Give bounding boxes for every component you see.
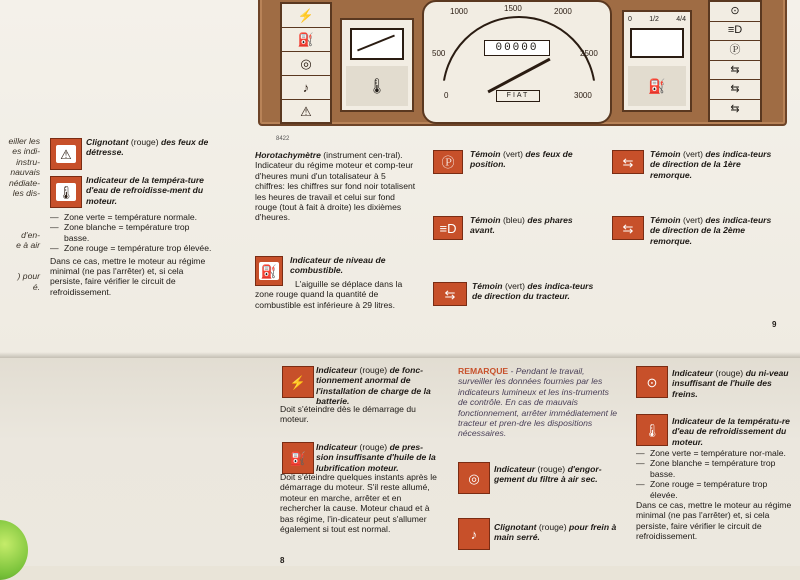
parking-light-icon: Ⓟ [710,41,760,61]
entry-title: Indicateur de la températu-re d'eau de refroidissement du moteur. [672,416,790,447]
entry-title-rest: de pres-sion insuffisante d'huile de la lubrification moteur. [316,442,436,473]
entry-title-rest: pour frein à main serré. [494,522,617,543]
entry-title-rest: du ni-veau insuffisant de l'huile des freins. [672,368,789,399]
entry-note: (instrument cen-tral). [323,150,403,160]
edge-fragment: d'en- [21,229,40,240]
fuel-title [290,255,418,276]
fuel-gauge-band [630,28,684,58]
entry-note: (rouge) [130,137,159,147]
edge-fragment [0,261,40,271]
list-dash: — [636,458,645,469]
remarque-note [458,366,618,439]
edge-fragment: instru- [16,156,40,167]
entry-note: (rouge) [359,365,388,375]
previous-page-edge-text [0,136,40,292]
tractor-direction-entry [472,281,598,302]
trailer2-icon-box [612,216,644,240]
left-warning-lamp-panel [280,2,332,124]
entry-body: Doit s'éteindre dès le démarrage du moteur. [280,404,416,425]
tacho-scale-label: 2000 [554,7,572,16]
headlight-icon-box [433,216,463,240]
water-temp-title [86,175,212,206]
entry-note: (vert) [504,281,526,291]
brake-fluid-icon: ⊙ [710,2,760,22]
remarque-body: - Pendant le travail, surveiller les données fournies par les indicateurs lumineux et les ins-truments de contrôle. En cas de mauvais fonctionnement, arrêter immédiatement le tracteur et pren-dre les dispositions nécessaires. [458,366,618,439]
fuel-scale-label: 1/2 [649,16,659,23]
manual-page-8 [0,358,800,566]
handbrake-entry [494,522,618,543]
entry-title: Clignotant [494,522,537,532]
list-dash: — [50,243,59,254]
battery-entry-title [316,365,440,407]
entry-title: Témoin [650,215,681,225]
temperature-icon-box [50,176,82,208]
temperature-icon-box [636,414,668,446]
entry-title: Clignotant [86,137,129,147]
entry-title: Indicateur de niveau de combustible. [290,255,386,276]
tacho-scale-label: 0 [444,91,449,100]
air-filter-entry [494,464,618,485]
tacho-scale-label: 500 [432,49,446,58]
entry-note: (rouge) [359,442,388,452]
edge-fragment: e à air [16,240,40,251]
entry-title-rest: des indica-teurs de direction de la 2ème remorque. [650,215,772,246]
trailer-direction-icon: ⇆ [622,154,634,170]
horotacho-entry [255,150,418,223]
oil-entry-title [316,442,440,473]
entry-body: L'aiguille se déplace dans la zone rouge quand la quantité de combustible est inférieure à 29 litres. [255,279,403,310]
parking-light-icon: Ⓟ [441,154,455,170]
headlight-icon: ≡D [710,22,760,42]
list-item [636,479,796,500]
fuel-scale-label: 0 [628,16,632,23]
tractor-direction-icon: ⇆ [710,61,760,81]
edge-fragment: es indi- [12,146,40,157]
fuel-pump-icon: ⛽ [628,66,686,106]
thermometer-icon: 🌡 [57,184,75,200]
list-item-text: Zone rouge = température trop élevée. [64,243,212,254]
entry-title-rest: des feux de détresse. [86,137,209,158]
entry-title: Indicateur [316,442,358,452]
handbrake-icon: ♪ [470,526,478,542]
list-item [636,448,796,458]
trailer-direction-icon: ⇆ [710,80,760,100]
fuel-gauge [622,10,692,112]
entry-title-rest: des indica-teurs de direction du tracteur. [472,281,594,302]
position-light-icon-box [433,150,463,174]
fuel-scale-label: 4/4 [676,16,686,23]
list-dash: — [50,212,59,222]
remarque-label: REMARQUE [458,366,509,376]
entry-note: (vert) [682,149,704,159]
trailer1-icon-box [612,150,644,174]
right-warning-lamp-panel [708,0,762,122]
handbrake-icon-box [458,518,490,550]
hazard-icon-box [50,138,82,170]
thermometer-icon: 🌡 [346,66,408,106]
air-filter-icon-box [458,462,490,494]
headlight-icon: ≡D [439,220,457,236]
oil-entry-body [280,472,440,534]
entry-note: (rouge) [538,522,567,532]
brake-fluid-entry [672,368,796,399]
entry-note: (rouge) [537,464,566,474]
water-temp-title [672,416,796,447]
battery-charge-icon: ⚡ [289,374,307,390]
headlight-entry [470,215,598,236]
water-temp-body [636,448,796,542]
oil-icon-box [282,442,314,474]
entry-note: (bleu) [502,215,525,225]
oil-pressure-icon: ⛽ [282,28,330,52]
position-lights-entry [470,149,598,170]
oil-pressure-icon: ⛽ [289,450,307,466]
edge-fragment: eiller les [8,136,40,146]
tacho-scale-label: 3000 [574,91,592,100]
battery-entry-body [280,404,440,425]
trailer-direction-icon: ⇆ [730,102,740,115]
page-number: 9 [772,320,777,329]
edge-fragment [0,250,40,260]
entry-title-rest: d'engor-gement du filtre à air sec. [494,464,602,485]
water-temp-body [50,212,212,297]
edge-fragment: nédiate- [8,177,40,188]
battery-icon-box [282,366,314,398]
entry-title: Témoin [470,149,501,159]
entry-body: Indicateur du régime moteur et comp-teur d'heures muni d'un totalisateur à 5 chiffres: les chiffres sur fond noir totalisent les heures de travail et celui sur fond rouge (tout à fait à droite) les dixièmes d'heures. [255,160,416,223]
entry-title: Témoin [472,281,503,291]
edge-fragment [0,198,40,208]
entry-title-rest: de fonc-tionnement anormal de l'installation de charge de la batterie. [316,365,431,407]
dashboard-illustration [258,0,787,126]
entry-title: Témoin [470,215,501,225]
list-item-text: Zone verte = température nor-male. [650,448,786,458]
tractor-direction-icon-box [433,282,467,306]
list-item [636,458,796,479]
list-dash: — [636,479,645,490]
trailer2-entry [650,215,776,246]
temperature-zone-list [50,212,212,254]
entry-title-rest: des feux de position. [470,149,573,170]
brake-fluid-icon: ⊙ [646,374,658,390]
hazard-entry [86,137,212,158]
thermometer-icon: 🌡 [643,422,661,438]
handbrake-icon: ♪ [282,76,330,100]
list-item [50,243,212,253]
edge-fragment [0,219,40,229]
list-item [50,212,212,222]
temperature-zone-list [636,448,796,500]
edge-fragment: é. [32,281,40,292]
list-item-text: Zone rouge = température trop élevée. [650,479,768,500]
brand-plate: FIAT [496,90,540,102]
entry-footer: Dans ce cas, mettre le moteur au régime minimal (ne pas l'arrêter) et, si cela persiste, faire vérifier le circuit de refroidissement. [636,500,792,542]
edge-fragment: ) pour [17,271,40,282]
edge-fragment: les dis- [12,188,40,199]
entry-title-rest: des indica-teurs de direction de la 1ère remorque. [650,149,772,180]
list-dash: — [50,222,59,233]
figure-number: 8422 [276,136,290,142]
trailer1-entry [650,149,776,180]
battery-charge-icon: ⚡ [282,4,330,28]
temperature-gauge-band [350,28,404,60]
list-dash: — [636,448,645,458]
entry-title: Horotachymètre [255,150,321,160]
entry-title: Indicateur [494,464,536,474]
air-filter-icon: ◎ [468,470,480,486]
entry-note: (vert) [682,215,704,225]
brake-fluid-icon-box [636,366,668,398]
list-item-text: Zone verte = température normale. [64,212,198,222]
tractor-direction-icon: ⇆ [444,286,456,302]
list-item-text: Zone blanche = température trop basse. [64,222,190,243]
fuel-pump-icon: ⛽ [260,263,278,279]
edge-fragment [0,209,40,219]
fuel-scale [628,16,686,23]
entry-footer: Dans ce cas, mettre le moteur au régime minimal (ne pas l'arrêter) et, si cela persiste, faire vérifier le circuit de refroidissement. [50,255,206,297]
entry-title: Indicateur [316,365,358,375]
tacho-scale-label: 2500 [580,49,598,58]
entry-note: (vert) [502,149,524,159]
tacho-scale-label: 1500 [504,4,522,13]
temperature-gauge [340,18,414,112]
horotachymetre [422,0,612,124]
entry-body: Doit s'éteindre quelques instants après le démarrage du moteur. S'il reste allumé, moteur en marche, arrêter et en rechercher la cause. Moteur chaud et à bas régime, l'in-dicateur peut s'allumer également si tout est normal. [280,472,437,535]
trailer-direction-icon: ⇆ [622,220,634,236]
tacho-scale-label: 1000 [450,7,468,16]
list-item [50,222,212,243]
page-number: 8 [280,556,285,565]
hazard-triangle-icon: ⚠ [300,104,312,119]
hazard-triangle-icon: ⚠ [56,145,76,163]
entry-title: Témoin [650,149,681,159]
air-filter-icon: ◎ [282,52,330,76]
edge-fragment: nauvais [10,167,40,178]
entry-title: Indicateur [672,368,714,378]
hour-counter: 00000 [484,40,550,56]
list-item-text: Zone blanche = température trop basse. [650,458,776,479]
entry-title-rest: des phares avant. [470,215,573,236]
entry-title: Indicateur de la tempéra-ture d'eau de refroidisse-ment du moteur. [86,175,204,206]
entry-note: (rouge) [715,368,744,378]
fuel-body [255,279,418,310]
